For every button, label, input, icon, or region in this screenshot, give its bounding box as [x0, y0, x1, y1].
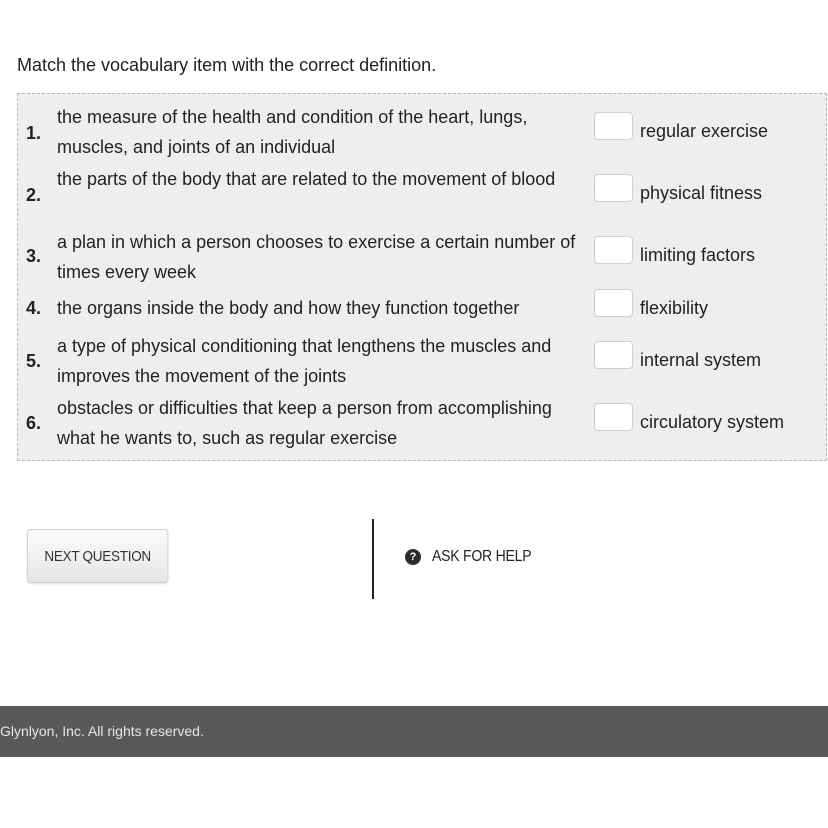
item-definition: the measure of the health and condition of the heart, lungs, muscles, and joints of an individual	[57, 107, 528, 157]
item-number: 3.	[26, 246, 42, 266]
matching-panel	[17, 93, 827, 461]
answer-input[interactable]	[594, 289, 633, 317]
answer-input[interactable]	[594, 236, 633, 264]
answer-input[interactable]	[594, 174, 633, 202]
answer-input[interactable]	[594, 341, 633, 369]
vocab-term: physical fitness	[640, 183, 763, 203]
item-number: 1.	[26, 123, 42, 143]
vocab-term: limiting factors	[640, 245, 756, 265]
help-label: ASK FOR HELP	[432, 548, 532, 565]
item-definition: the organs inside the body and how they function together	[57, 298, 520, 318]
item-number: 4.	[26, 298, 42, 318]
next-question-button[interactable]: NEXT QUESTION	[27, 529, 168, 583]
question-circle-icon: ?	[405, 549, 421, 565]
copyright-text: Glynlyon, Inc. All rights reserved.	[0, 723, 204, 739]
vocab-term: regular exercise	[640, 121, 769, 141]
answer-input[interactable]	[594, 403, 633, 431]
item-definition: the parts of the body that are related to the movement of blood	[57, 169, 556, 189]
item-definition: obstacles or difficulties that keep a person from accomplishing what he wants to, such as regular exercise	[57, 398, 552, 448]
item-definition: a plan in which a person chooses to exercise a certain number of times every week	[57, 232, 576, 282]
answer-input[interactable]	[594, 112, 633, 140]
item-number: 5.	[26, 351, 42, 371]
vocab-term: internal system	[640, 350, 762, 370]
vertical-divider	[372, 519, 374, 599]
instruction-text: Match the vocabulary item with the correct definition.	[17, 55, 437, 75]
footer	[0, 706, 828, 757]
vocab-term: circulatory system	[640, 412, 785, 432]
vocab-term: flexibility	[640, 298, 709, 318]
item-number: 2.	[26, 185, 42, 205]
item-definition: a type of physical conditioning that lengthens the muscles and improves the movement of the joints	[57, 336, 552, 386]
item-number: 6.	[26, 413, 42, 433]
ask-for-help-link[interactable]	[405, 548, 545, 566]
